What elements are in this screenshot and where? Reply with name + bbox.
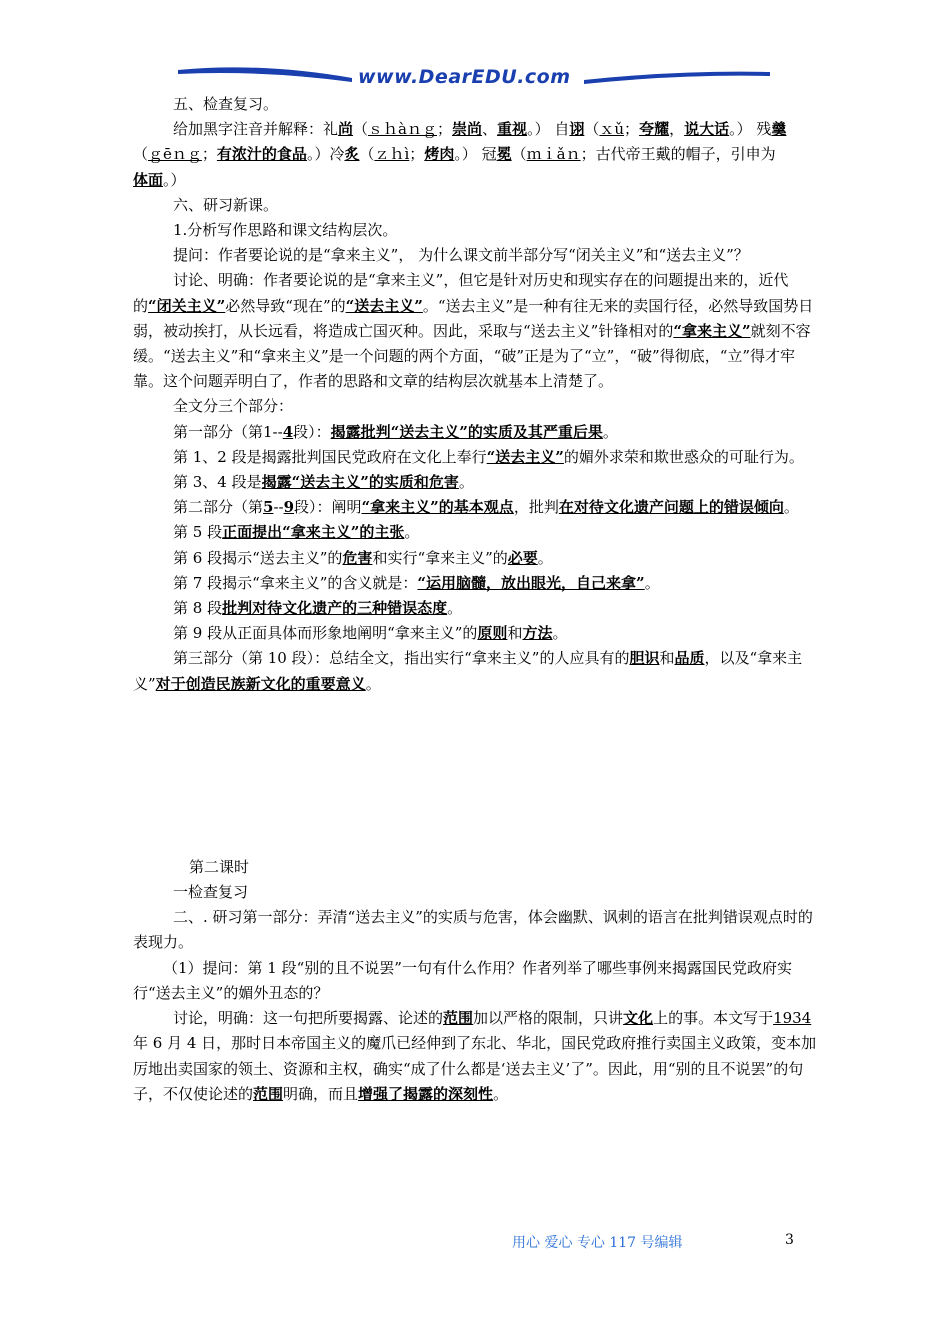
site-logo-text: www.DearEDU.com — [358, 66, 571, 88]
page-header — [0, 0, 950, 100]
paragraph: 体面。） — [133, 170, 186, 189]
outline-item: 第 3、4 段是揭露“送去主义”的实质和危害。 — [173, 473, 474, 492]
outline-item: 第 8 段批判对待文化遗产的三种错误态度。 — [173, 599, 463, 618]
paragraph: 给加黑字注音并解释：礼尚（ｓｈàｎｇ；崇尚、重视。） 自诩（ｘǔ；夸耀，说大话。） 残羹 — [173, 120, 787, 139]
paragraph: 讨论、明确：作者要论说的是“拿来主义”，但它是针对历史和现实存在的问题提出来的，近代的“闭关主义”必然导致“现在”的“送去主义”。“送去主义”是一种有往无来的卖国行径，必然导致国势日弱，被动挨打，从长远看，将造成亡国灭种。因此，采取与“送去主义”针锋相对的“拿来主义”就刻不容缓。“送去主义”和“拿来主义”是一个问题的两个方面，“破”正是为了“立”，“破”得彻底，“立”得才牢靠。这个问题弄明白了，作者的思路和文章的结构层次就基本上清楚了。 — [133, 271, 814, 391]
blank-gap — [133, 697, 821, 855]
question-paragraph: （1）提问：第 1 段“别的且不说罢”一句有什么作用？作者列举了哪些事例来揭露国民党政府实行“送去主义”的媚外丑态的？ — [133, 958, 792, 1002]
outline-item: 第 9 段从正面具体而形象地阐明“拿来主义”的原则和方法。 — [173, 624, 568, 643]
outline-item: 第 1、2 段是揭露批判国民党政府在文化上奉行“送去主义”的媚外求荣和欺世惑众的可耻行为。 — [173, 447, 804, 466]
section-heading: 一检查复习 — [173, 883, 249, 902]
section-heading: 六、研习新课。 — [173, 195, 279, 214]
list-item: 1.分析写作思路和课文结构层次。 — [173, 221, 398, 240]
paragraph: 二、. 研习第一部分：弄清“送去主义”的实质与危害，体会幽默、讽刺的语言在批判错误观点时的表现力。 — [133, 908, 813, 952]
outline-item: 第 5 段正面提出“拿来主义”的主张。 — [173, 523, 420, 542]
document-body — [133, 92, 821, 1107]
outline-item: 第 7 段揭示“拿来主义”的含义就是：“运用脑髓，放出眼光，自己来拿”。 — [173, 573, 660, 592]
section-heading: 五、检查复习。 — [173, 95, 279, 113]
paragraph: 讨论，明确：这一句把所要揭露、论述的范围加以严格的限制，只讲文化上的事。本文写于1934年 6 月 4 日，那时日本帝国主义的魔爪已经伸到了东北、华北，国民党政府推行卖国主义政策，变本加厉地出卖国家的领土、资源和主权，确实“成了什么都是‘送去主义’了”。因此，用“别的且不说罢”的句子，不仅使论述的范围明确，而且增强了揭露的深刻性。 — [133, 1009, 817, 1103]
lesson-title: 第二课时 — [189, 857, 250, 876]
outline-item: 第三部分（第 10 段）：总结全文，指出实行“拿来主义”的人应具有的胆识和品质，以及“拿来主义”对于创造民族新文化的重要意义。 — [133, 649, 803, 693]
paragraph: （ｇēｎｇ；有浓汁的食品。）冷炙（ｚｈì；烤肉。） 冠冕（ｍｉǎｎ；古代帝王戴的帽子，引申为 — [133, 145, 776, 164]
outline-item: 第一部分（第1--4段）：揭露批判“送去主义”的实质及其严重后果。 — [173, 422, 618, 441]
footer-signature: 用心 爱心 专心 117 号编辑 — [512, 1235, 683, 1251]
outline-item: 第 6 段揭示“送去主义”的危害和实行“拿来主义”的必要。 — [173, 548, 553, 567]
paragraph: 全文分三个部分： — [173, 397, 294, 416]
page-number: 3 — [785, 1232, 794, 1248]
question-paragraph: 提问：作者要论说的是“拿来主义”， 为什么课文前半部分写“闭关主义”和“送去主义”？ — [173, 246, 749, 265]
outline-item: 第二部分（第5--9段）：阐明“拿来主义”的基本观点，批判在对待文化遗产问题上的错误倾向。 — [173, 498, 799, 517]
